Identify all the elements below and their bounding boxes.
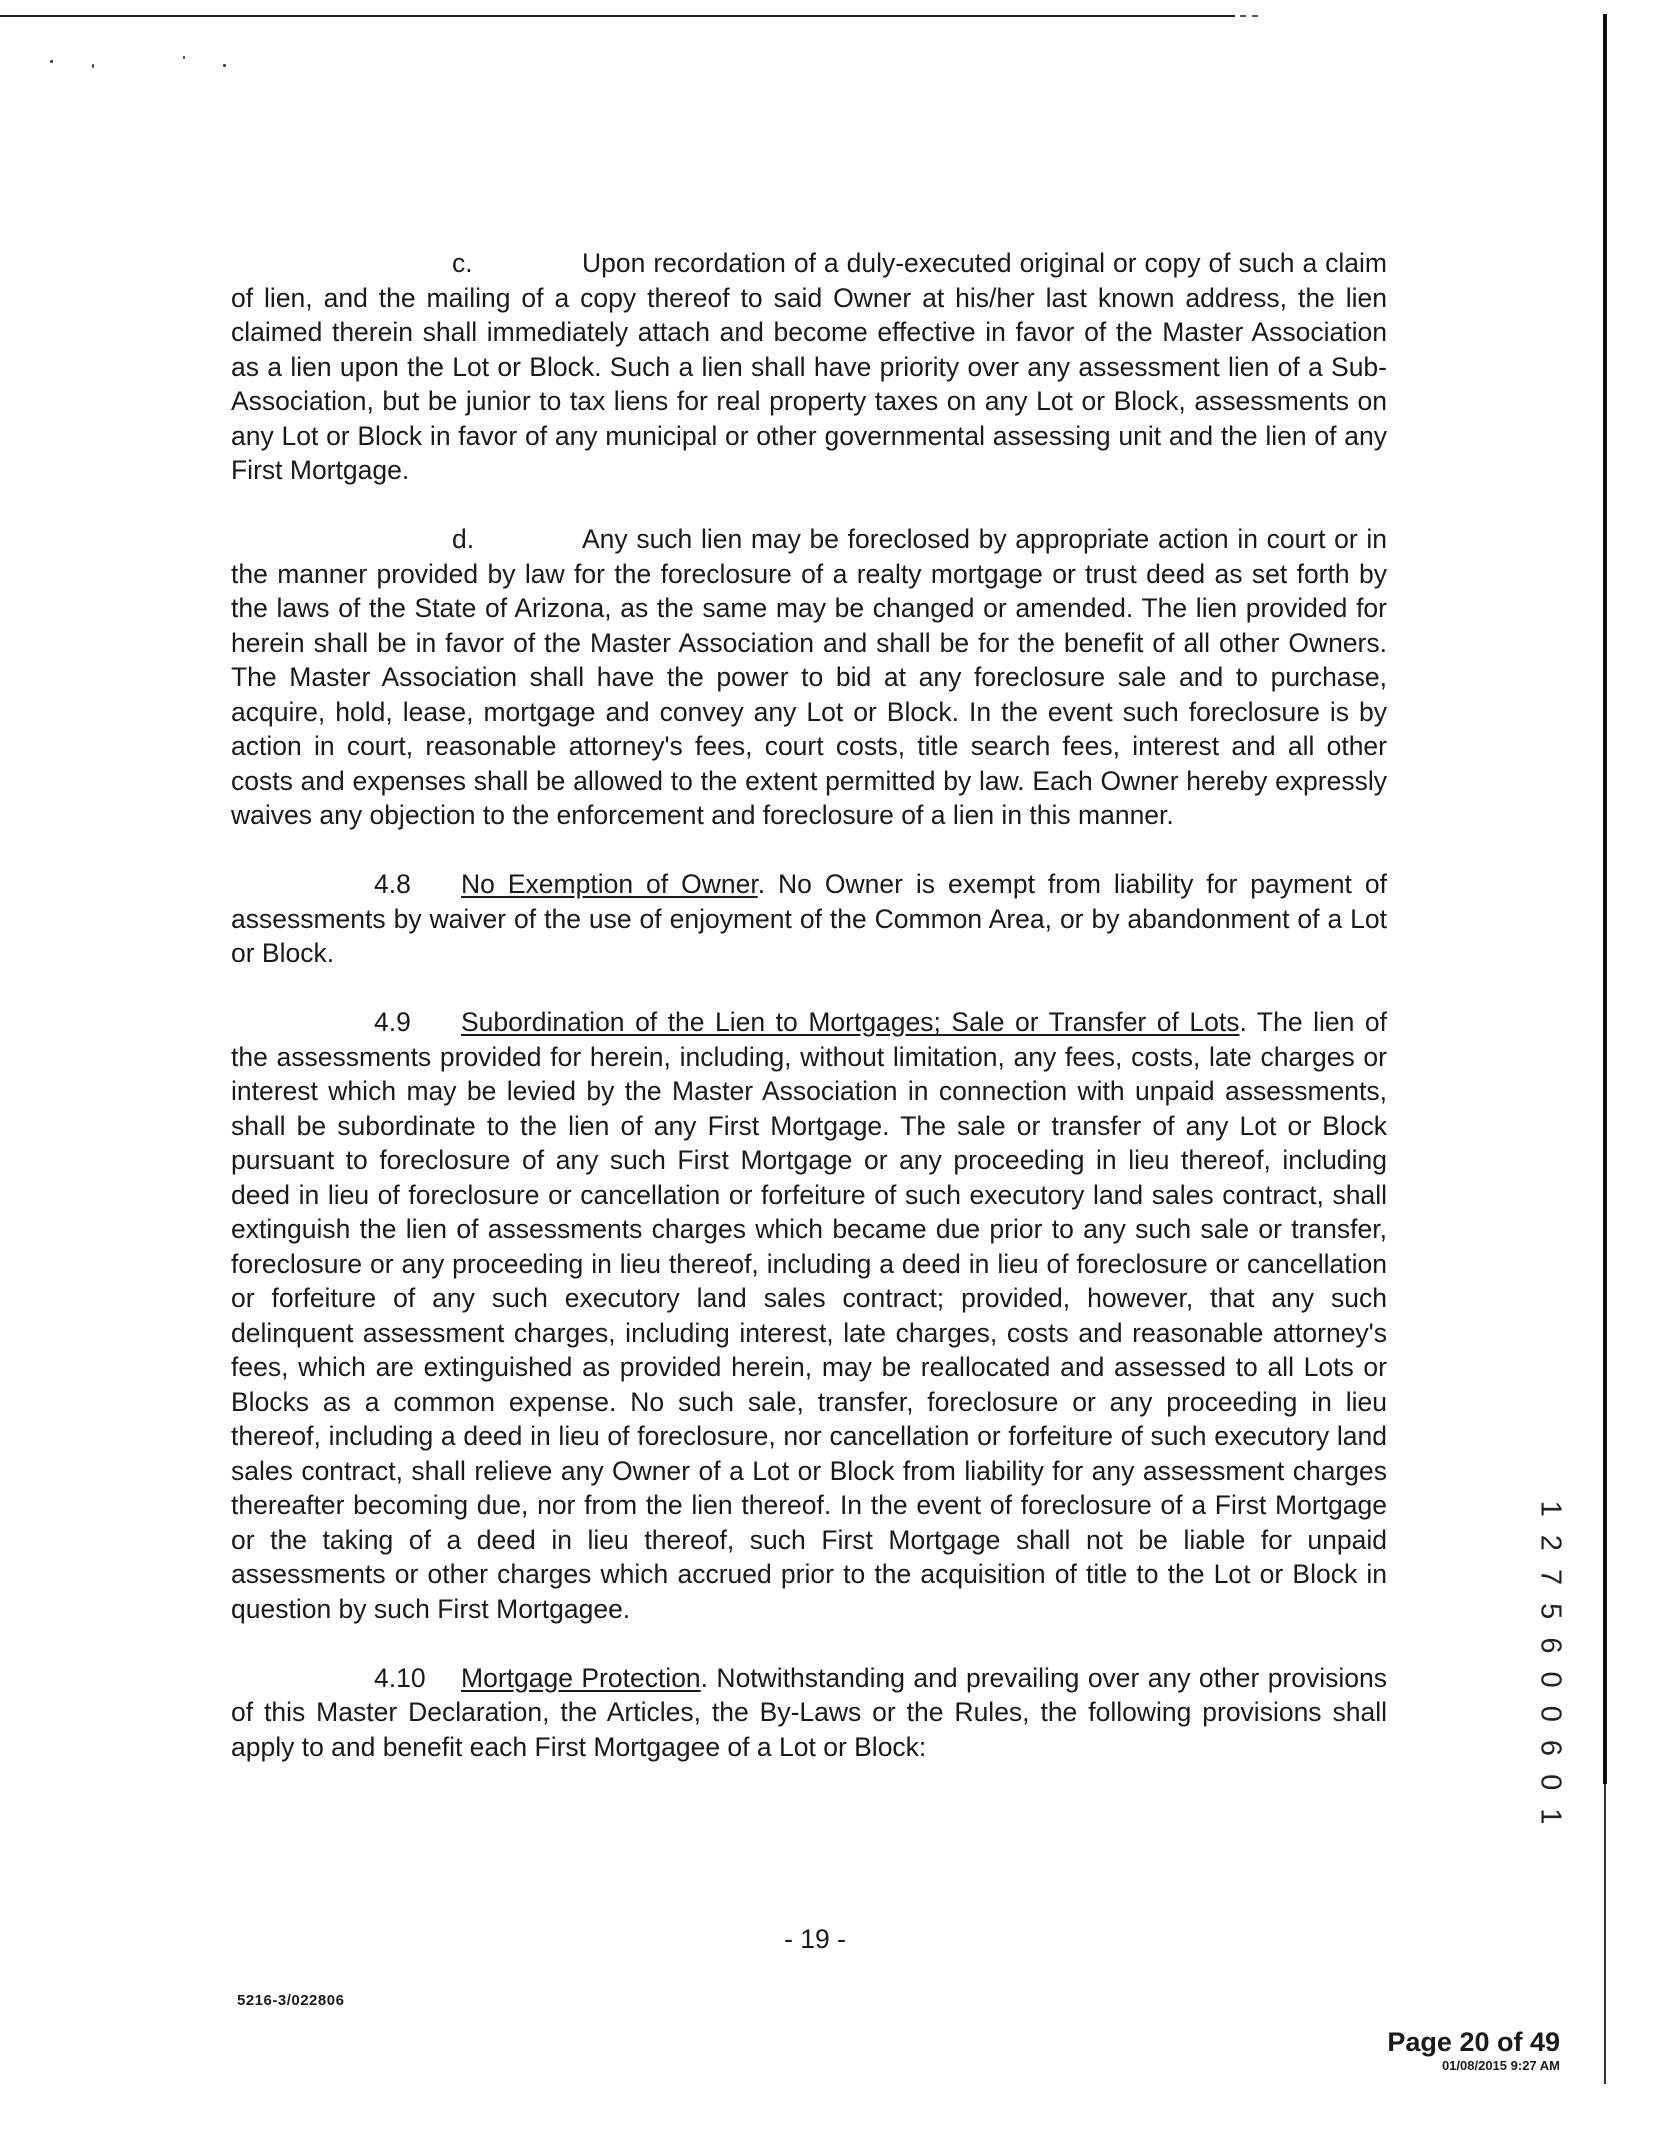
top-scan-rule-dash: [1240, 15, 1258, 17]
section-number: 4.10: [374, 1662, 426, 1693]
section-4-10: [231, 1661, 1387, 1765]
scan-speck: [183, 56, 185, 59]
section-4-8: [231, 867, 1387, 971]
paragraph-d: [231, 522, 1387, 833]
section-4-9: [231, 1005, 1387, 1626]
section-heading: No Exemption of Owner: [461, 869, 758, 899]
document-body: [231, 246, 1387, 1799]
section-text: . Notwithstanding and prevailing over any other provisions of this Master Declaration, the Articles, the By-Laws or the Rules, the following provisions shall apply to and benefit each First Mortgagee of a Lot or Block:: [231, 1662, 1387, 1762]
paragraph-c: [231, 246, 1387, 488]
section-text: . No Owner is exempt from liability for payment of assessments by waiver of the use of enjoyment of the Common Area, or by abandonment of a Lot or Block.: [231, 869, 1387, 968]
section-heading: Subordination of the Lien to Mortgages; Sale or Transfer of Lots: [461, 1007, 1240, 1037]
page-stamp: [1290, 2026, 1560, 2074]
section-heading: Mortgage Protection: [461, 1662, 701, 1693]
scan-speck: [92, 64, 94, 68]
section-number: 4.9: [374, 1007, 411, 1037]
page-number: - 19 -: [784, 1924, 846, 1954]
section-number: 4.8: [374, 869, 411, 899]
paragraph-text: Any such lien may be foreclosed by appropriate action in court or in the manner provided by law for the foreclosure of a realty mortgage or trust deed as set forth by the laws of the State of Arizona, as the same may be changed or amended. The lien provided for herein shall be in favor of the Master Association and shall be for the benefit of all other Owners. The Master Association shall have the power to bid at any foreclosure sale and to purchase, acquire, hold, lease, mortgage and convey any Lot or Block. In the event such foreclosure is by action in court, reasonable attorney's fees, court costs, title search fees, interest and all other costs and expenses shall be allowed to the extent permitted by law. Each Owner hereby expressly waives any objection to the enforcement and foreclosure of a lien in this manner.: [231, 524, 1387, 830]
paragraph-text: Upon recordation of a duly-executed original or copy of such a claim of lien, and the mailing of a copy thereof to said Owner at his/her last known address, the lien claimed therein shall immediately attach and become effective in favor of the Master Association as a lien upon the Lot or Block. Such a lien shall have priority over any assessment lien of a Sub-Association, but be junior to tax liens for real property taxes on any Lot or Block, assessments on any Lot or Block in favor of any municipal or other governmental assessing unit and the lien of any First Mortgage.: [231, 248, 1387, 485]
document-code: 5216-3/022806: [237, 1992, 345, 2009]
scan-specks: [0, 0, 300, 80]
scan-speck: [223, 64, 226, 67]
recording-number-stamp: [1530, 1500, 1570, 1830]
paragraph-marker: d.: [452, 524, 475, 554]
page-count-label: Page 20 of 49: [1387, 2027, 1560, 2057]
right-margin-rule: [1603, 14, 1607, 1784]
section-text: . The lien of the assessments provided for herein, including, without limitation, any fees, costs, late charges or interest which may be levied by the Master Association in connection with unpaid assessments, shall be subordinate to the lien of any First Mortgage. The sale or transfer of any Lot or Block pursuant to foreclosure of any such First Mortgage or any proceeding in lieu thereof, including deed in lieu of foreclosure or cancellation or forfeiture of such executory land sales contract, shall extinguish the lien of assessments charges which became due prior to any such sale or transfer, foreclosure or any proceeding in lieu thereof, including a deed in lieu of foreclosure or cancellation or forfeiture of any such executory land sales contract; provided, however, that any such delinquent assessment charges, including interest, late charges, costs and reasonable attorney's fees, which are extinguished as provided herein, may be reallocated and assessed to all Lots or Blocks as a common expense. No such sale, transfer, foreclosure or any proceeding in lieu thereof, including a deed in lieu of foreclosure, nor cancellation or forfeiture of such executory land sales contract, shall relieve any Owner of a Lot or Block from liability for any assessment charges thereafter becoming due, nor from the lien thereof. In the event of foreclosure of a First Mortgage or the taking of a deed in lieu thereof, such First Mortgage shall not be liable for unpaid assessments or other charges which accrued prior to the acquisition of title to the Lot or Block in question by such First Mortgagee.: [231, 1007, 1387, 1624]
recording-number: 1 2 7 5 6 0 0 6 0 1: [1534, 1500, 1567, 1830]
scan-speck: [50, 60, 53, 63]
paragraph-marker: c.: [452, 248, 473, 278]
stamp-datetime: 01/08/2015 9:27 AM: [1441, 2058, 1560, 2073]
